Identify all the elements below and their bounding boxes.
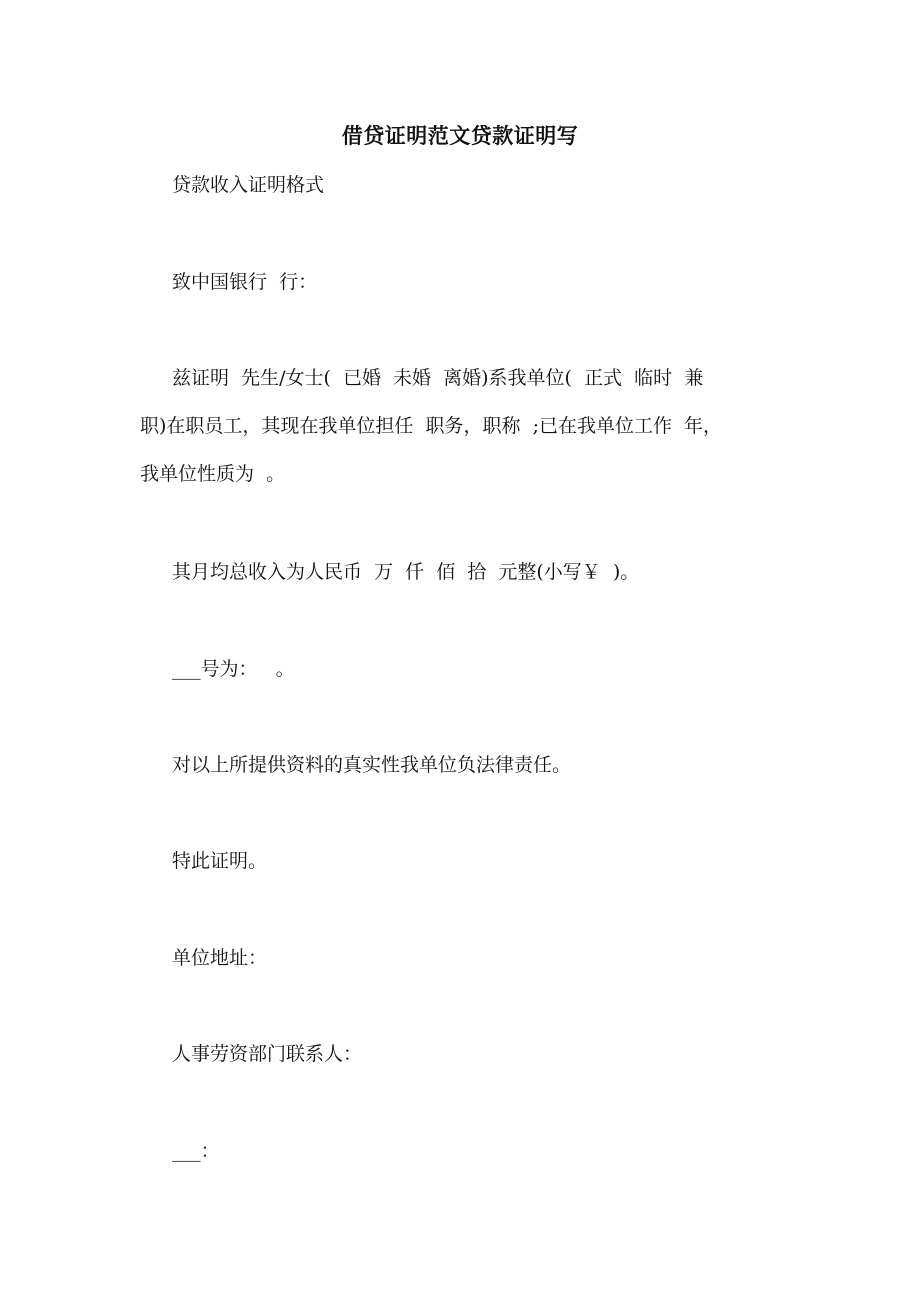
paragraph-certify-line-1: 兹证明 先生/女士( 已婚 未婚 离婚)系我单位( 正式 临时 兼 [172,367,704,389]
paragraph-addressee: 致中国银行 行： [172,271,318,293]
paragraph-certify-line-2: 职)在职员工，其现在我单位担任 职务，职称 ;已在我单位工作 年， [140,415,723,437]
paragraph-hr-contact: 人事劳资部门联系人： [172,1043,363,1065]
paragraph-hereby-certify: 特此证明。 [172,850,268,872]
document-title: 借贷证明范文贷款证明写 [341,123,579,148]
paragraph-unit-address: 单位地址： [172,947,268,969]
paragraph-heading-format: 贷款收入证明格式 [172,174,325,196]
paragraph-number: ___号为： 。 [172,658,295,680]
paragraph-blank-field: ___： [172,1140,220,1162]
paragraph-responsibility: 对以上所提供资料的真实性我单位负法律责任。 [172,754,572,776]
paragraph-income: 其月均总收入为人民币 万 仟 佰 拾 元整(小写￥ )。 [172,561,640,583]
paragraph-certify-line-3: 我单位性质为 。 [140,463,286,485]
